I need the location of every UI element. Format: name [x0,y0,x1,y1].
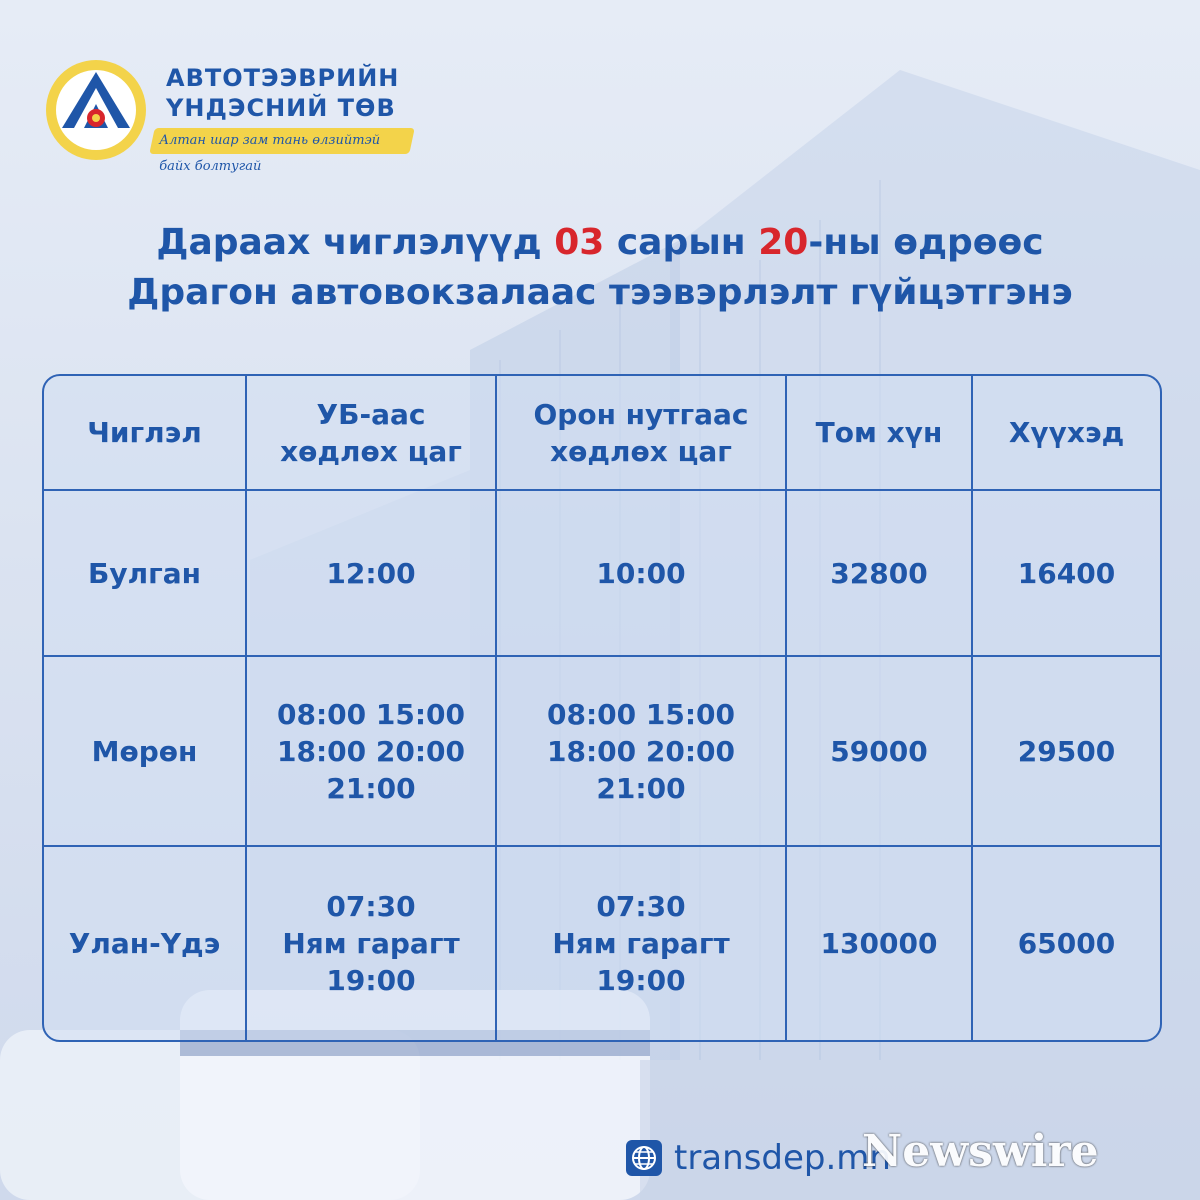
table-row [44,846,1160,1040]
row-direction: Улан-Үдэ [44,846,246,1040]
row-adult-price: 32800 [786,490,972,656]
table-row [44,656,1160,846]
row-from-ub: 08:00 15:00 18:00 20:00 21:00 [246,656,496,846]
logo-title-line1: АВТОТЭЭВРИЙН [166,64,400,92]
row-direction: Мөрөн [44,656,246,846]
row-from-local: 07:30 Ням гарагт 19:00 [496,846,786,1040]
row-child-price: 65000 [972,846,1160,1040]
header-from-local: Орон нутгаас хөдлөх цаг [496,376,786,490]
row-adult-price: 59000 [786,656,972,846]
header-direction: Чиглэл [44,376,246,490]
logo-title-line2: ҮНДЭСНИЙ ТӨВ [166,94,396,122]
headline-month: 03 [554,222,605,263]
table-row [44,490,1160,656]
logo-emblem-icon [44,58,148,162]
row-child-price: 29500 [972,656,1160,846]
logo-slogan: Алтан шар зам тань өлзийтэй байх болтугай [149,128,415,154]
header-child: Хүүхэд [972,376,1160,490]
headline-day: 20 [758,222,809,263]
headline [0,218,1200,318]
row-from-local: 10:00 [496,490,786,656]
globe-icon [626,1140,662,1176]
schedule-table [42,374,1162,1042]
headline-line1: Дараах чиглэлүүд 03 сарын 20-ны өдрөөс [156,222,1044,263]
headline-line2: Драгон автовокзалаас тээвэрлэлт гүйцэтгэнэ [127,272,1073,313]
table-header-row [44,376,1160,490]
header-from-ub: УБ-аас хөдлөх цаг [246,376,496,490]
row-direction: Булган [44,490,246,656]
footer [626,1136,891,1180]
logo [44,52,444,172]
newswire-watermark: Newswire [862,1126,1099,1177]
row-from-local: 08:00 15:00 18:00 20:00 21:00 [496,656,786,846]
row-from-ub: 12:00 [246,490,496,656]
header-adult: Том хүн [786,376,972,490]
website-link[interactable]: transdep.mn [674,1138,891,1178]
row-from-ub: 07:30 Ням гарагт 19:00 [246,846,496,1040]
row-child-price: 16400 [972,490,1160,656]
row-adult-price: 130000 [786,846,972,1040]
